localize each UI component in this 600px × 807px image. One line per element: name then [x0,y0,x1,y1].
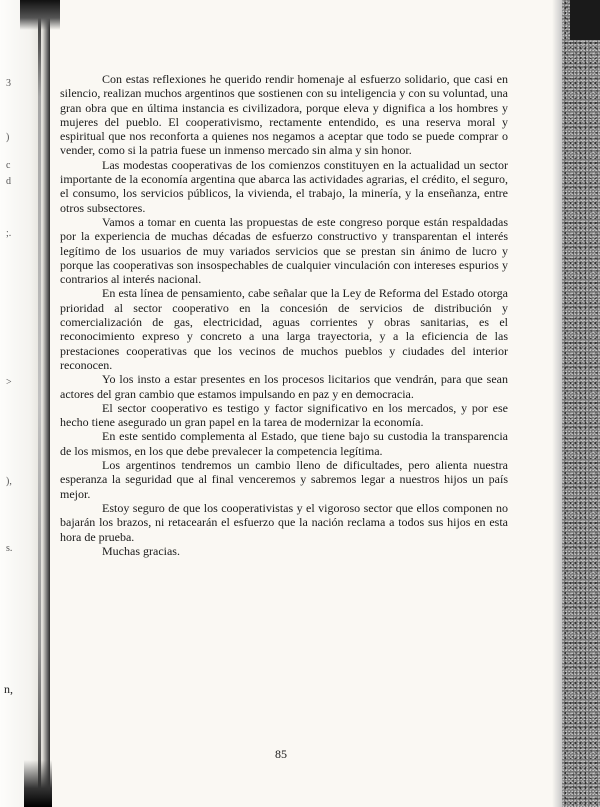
paragraph: Yo los insto a estar presentes en los procesos licitarios que vendrán, para que sean actores del gran cambio que estamos impulsando en paz y en democracia. [60,372,508,401]
binding-shadow-bottom [24,760,52,807]
paragraph: Vamos a tomar en cuenta las propuestas de este congreso porque están respaldadas por la experiencia de muchas décadas de esfuerzo constructivo y transparentan el interés legítimo de los usuarios de muy variados servicios que se prestan sin ánimo de lucro y porque las cooperativas son insospechables de cualquier vinculación con intereses espurios y contrarios al interés nacional. [60,214,508,287]
margin-fragment: 3 [6,78,11,89]
paragraph: Estoy seguro de que los cooperativistas y el vigoroso sector que ellos componen no bajarán los brazos, ni retacearán el esfuerzo que la nación reclama a todos sus hijos en esta hora de prueba. [60,500,508,544]
binding-line [38,0,41,807]
margin-fragment: c [6,160,11,171]
paragraph: Las modestas cooperativas de los comienzos constituyen en la actualidad un sector importante de la economía argentina que abarca las actividades agrarias, el crédito, el seguro, el consumo, los servicios públicos, la vivienda, el trabajo, la minería, y la enseñanza, entre otros subsectores. [60,157,508,215]
margin-fragment: n, [4,682,13,696]
body-text [60,72,508,558]
scan-dark-edge [562,0,600,807]
margin-fragment: > [6,377,12,388]
page-shadow [552,0,562,807]
paragraph: Con estas reflexiones he querido rendir homenaje al esfuerzo solidario, que casi en silencio, realizan muchos argentinos que sostienen con su inteligencia y con su voluntad, una gran obra que en última instancia es civilizadora, porque eleva y dignifica a los hombres y mujeres del pueblo. El cooperativismo, rectamente entendido, es una reserva moral y espiritual que nos reconforta a quienes nos negamos a aceptar que todo se puede comprar o vender, como si la patria fuese un inmenso mercado sin alma y sin honor. [60,72,508,158]
paragraph: Muchas gracias. [102,543,180,558]
margin-fragment: d [6,176,11,187]
binding-shadow-top [20,0,60,30]
scan-corner-dark [570,0,600,40]
page-number: 85 [275,747,287,761]
margin-fragment: ), [6,476,12,487]
paragraph: Los argentinos tendremos un cambio lleno de dificultades, pero alienta nuestra esperanza la seguridad que al final venceremos y sabremos legar a nuestros hijos un país mejor. [60,458,508,501]
margin-fragment: ) [6,132,10,143]
margin-fragment: ;. [6,228,12,239]
margin-fragment: s. [6,543,13,554]
paragraph: En esta línea de pensamiento, cabe señalar que la Ley de Reforma del Estado otorga prioridad al sector cooperativo en la concesión de servicios de distribución y comercialización de gas, electricidad, aguas corrientes y obras sanitarias, es el reconocimiento expreso y concreto a una larga trayectoria, y a la eficiencia de las prestaciones cooperativas que los vecinos de muchos pueblos y ciudades del interior reconocen. [60,286,508,372]
paragraph: En este sentido complementa al Estado, que tiene bajo su custodia la transparencia de los mismos, en los que debe prevalecer la competencia legítima. [60,429,508,458]
paragraph: El sector cooperativo es testigo y factor significativo en los mercados, y por ese hecho tiene asegurado un gran papel en la tarea de modernizar la economía. [60,400,508,430]
